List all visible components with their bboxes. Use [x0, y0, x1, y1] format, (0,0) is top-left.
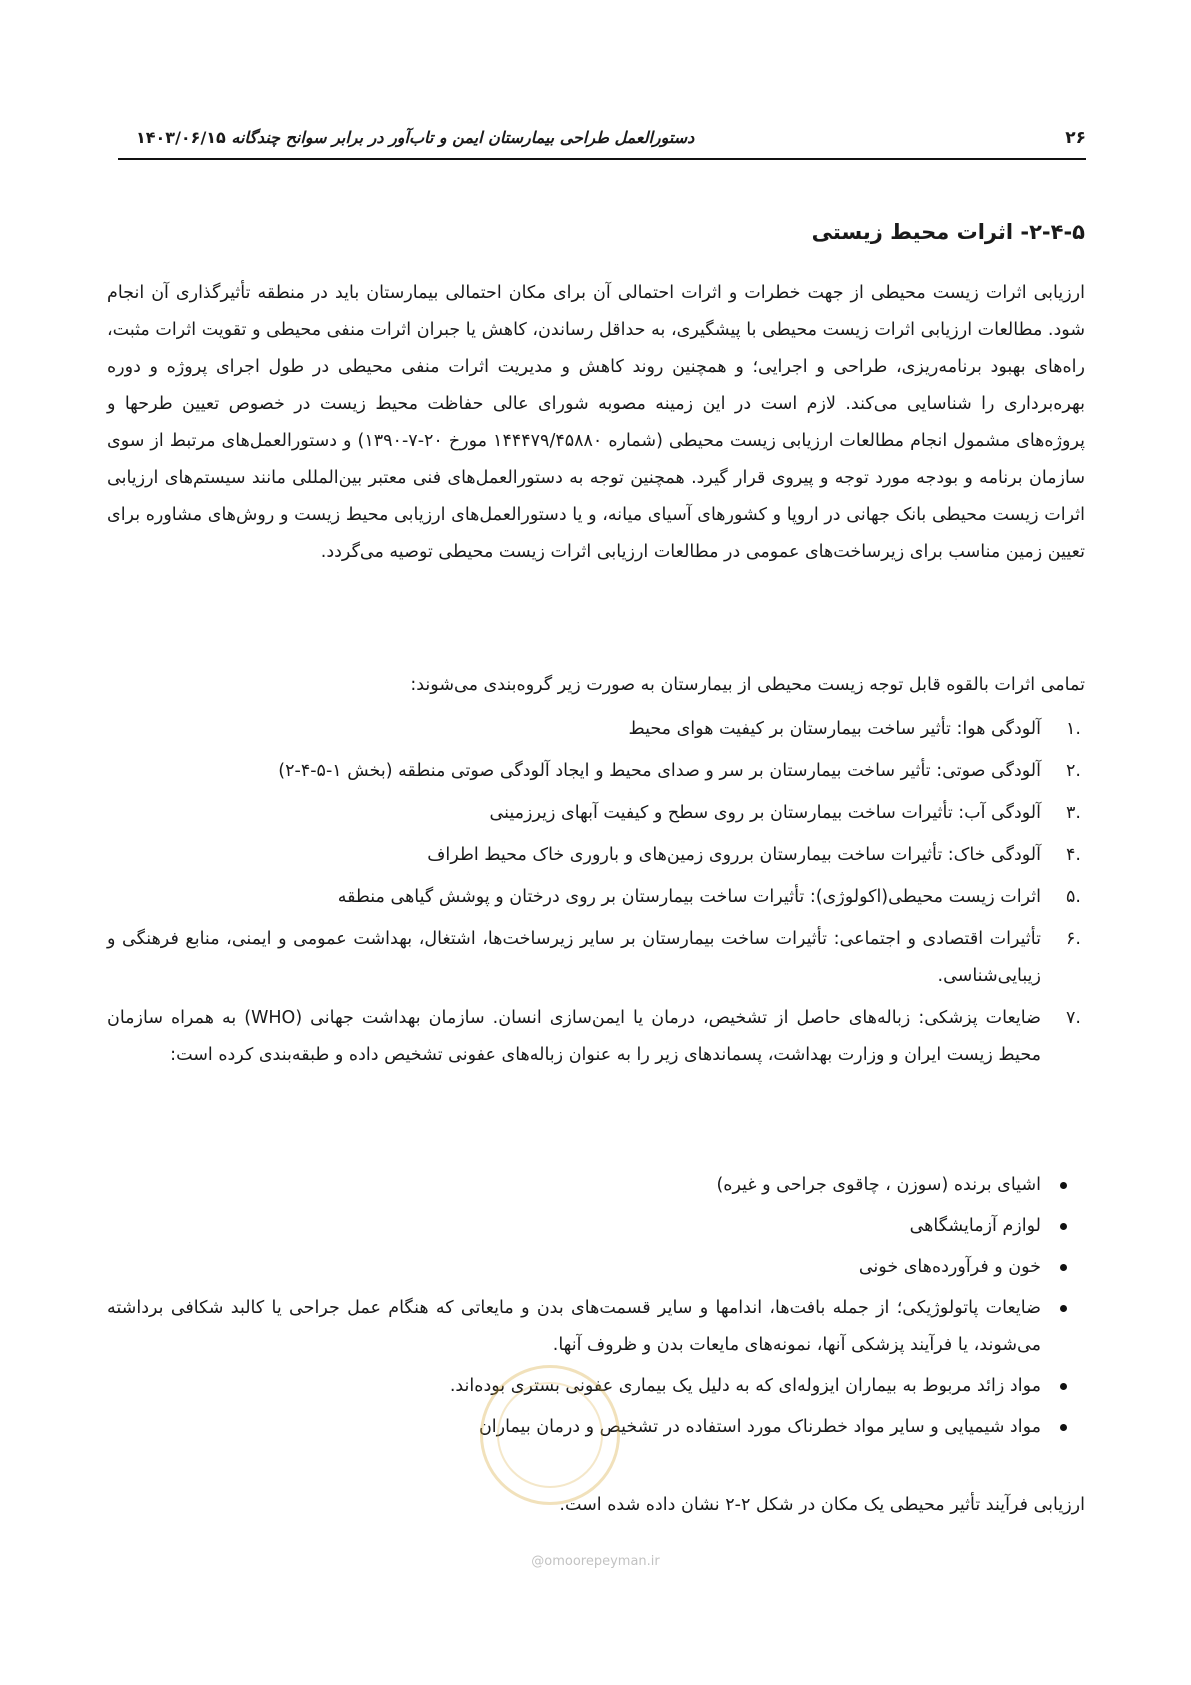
body-paragraph-1: ارزیابی اثرات زیست محیطی از جهت خطرات و اثرات احتمالی آن برای مکان احتمالی بیمارستان باید در منطقه تأثیرگذاری آن انجام شود. مطالعات ارزیابی اثرات زیست محیطی با پیشگیری، به حداقل رساندن، کاهش یا جبران اثرات منفی محیطی و تقویت اثرات مثبت، راه‌های بهبود برنامه‌ریزی، طراحی و اجرایی؛ و همچنین روند کاهش و مدیریت اثرات منفی محیطی در طول اجرای پروژه و دوره بهره‌برداری را شناسایی می‌کند. لازم است در این زمینه مصوبه شورای عالی حفاظت محیط زیست در خصوص تعیین طرحها و پروژه‌های مشمول انجام مطالعات ارزیابی زیست محیطی (شماره ۱۴۴۴۷۹/۴۵۸۸۰ مورخ ۲۰-۷-۱۳۹۰) و دستورالعمل‌های مرتبط از سوی سازمان برنامه و بودجه مورد توجه و پیروی قرار گیرد. همچنین توجه به دستورالعمل‌های فنی معتبر بین‌المللی مانند سیستم‌های ارزیابی اثرات زیست محیطی بانک جهانی در اروپا و کشورهای آسیای میانه، و یا دستورالعمل‌های ارزیابی محیط زیست و روش‌های مشاوره برای تعیین زمین مناسب برای زیرساخت‌های عمومی در مطالعات ارزیابی اثرات زیست محیطی توصیه می‌گردد. [107, 283, 1086, 562]
bullet-icon [1060, 1182, 1067, 1189]
bullet-item [107, 1290, 1085, 1364]
list-item [107, 879, 1085, 916]
watermark-seal-icon [480, 1365, 620, 1505]
bullet-icon [1060, 1424, 1067, 1431]
bullet-item-text: لوازم آزمایشگاهی [909, 1216, 1041, 1236]
bullet-icon [1060, 1383, 1067, 1390]
document-title: دستورالعمل طراحی بیمارستان ایمن و تاب‌آور در برابر سوانح چندگانه [231, 128, 695, 147]
list-item-number: .۷ [1066, 1008, 1081, 1028]
list-item-text: آلودگی صوتی: تأثیر ساخت بیمارستان بر سر و صدای محیط و ایجاد آلودگی صوتی منطقه (بخش ۱-۵-۴-۲) [278, 761, 1041, 781]
list-item-number: .۴ [1066, 845, 1081, 865]
list-item-text: اثرات زیست محیطی(اکولوژی): تأثیرات ساخت بیمارستان بر روی درختان و پوشش گیاهی منطقه [337, 887, 1041, 907]
list-item [107, 1000, 1085, 1074]
list-item-number: .۲ [1066, 761, 1081, 781]
list-item [107, 921, 1085, 995]
list-item-number: .۳ [1066, 803, 1081, 823]
body-paragraph-3: ارزیابی فرآیند تأثیر محیطی یک مکان در شکل ۲-۲ نشان داده شده است. [559, 1495, 1085, 1515]
list-item-text: تأثیرات اقتصادی و اجتماعی: تأثیرات ساخت بیمارستان بر سایر زیرساخت‌ها، اشتغال، بهداشت عمومی و ایمنی، منابع فرهنگی و زیبایی‌شناسی. [107, 929, 1041, 986]
bullet-icon [1060, 1264, 1067, 1271]
bullet-item-text: ضایعات پاتولوژیکی؛ از جمله بافت‌ها، اندامها و سایر قسمت‌های بدن و مایعاتی که هنگام عمل جراحی یا کالبد شکافی برداشته می‌شوند، یا فرآیند پزشکی آنها، نمونه‌های مایعات بدن و ظروف آنها. [107, 1298, 1041, 1355]
list-item [107, 837, 1085, 874]
bullet-item [107, 1167, 1085, 1204]
list-item-text: آلودگی خاک: تأثیرات ساخت بیمارستان برروی زمین‌های و باروری خاک محیط اطراف [427, 845, 1041, 865]
numbered-list [107, 711, 1085, 1079]
bullet-item [107, 1208, 1085, 1245]
list-item-number: .۱ [1066, 719, 1081, 739]
document-title-line [118, 128, 694, 147]
bullet-icon [1060, 1305, 1067, 1312]
list-item [107, 753, 1085, 790]
list-item-text: آلودگی هوا: تأثیر ساخت بیمارستان بر کیفیت هوای محیط [628, 719, 1041, 739]
list-item-text: آلودگی آب: تأثیرات ساخت بیمارستان بر روی سطح و کیفیت آبهای زیرزمینی [489, 803, 1041, 823]
list-item-text: ضایعات پزشکی: زباله‌های حاصل از تشخیص، درمان یا ایمن‌سازی انسان. سازمان بهداشت جهانی (WHO) به همراه سازمان محیط زیست ایران و وزارت بهداشت، پسماندهای زیر را به عنوان زباله‌های عفونی تشخیص داده و طبقه‌بندی کرده است: [107, 1008, 1041, 1065]
document-date: ۱۴۰۳/۰۶/۱۵ [136, 128, 226, 147]
body-paragraph-2: تمامی اثرات بالقوه قابل توجه زیست محیطی از بیمارستان به صورت زیر گروه‌بندی می‌شوند: [410, 675, 1085, 695]
page-number: ۲۶ [1065, 128, 1086, 148]
running-header [118, 128, 1086, 160]
list-item-number: .۵ [1066, 887, 1081, 907]
list-item-number: .۶ [1066, 929, 1081, 949]
bullet-icon [1060, 1223, 1067, 1230]
watermark-text: @omoorepeyman.ir [531, 1554, 660, 1569]
list-item [107, 711, 1085, 748]
bullet-item-text: مواد زائد مربوط به بیماران ایزوله‌ای که به دلیل یک بیماری عفونی بستری بوده‌اند. [449, 1376, 1041, 1396]
bullet-item-text: خون و فرآورده‌های خونی [858, 1257, 1041, 1277]
bullet-item-text: اشیای برنده (سوزن ، چاقوی جراحی و غیره) [716, 1175, 1041, 1195]
bullet-item [107, 1249, 1085, 1286]
section-title: ۲-۴-۵- اثرات محیط زیستی [811, 220, 1085, 244]
bullet-item-text: مواد شیمیایی و سایر مواد خطرناک مورد استفاده در تشخیص و درمان بیماران [478, 1417, 1041, 1437]
list-item [107, 795, 1085, 832]
